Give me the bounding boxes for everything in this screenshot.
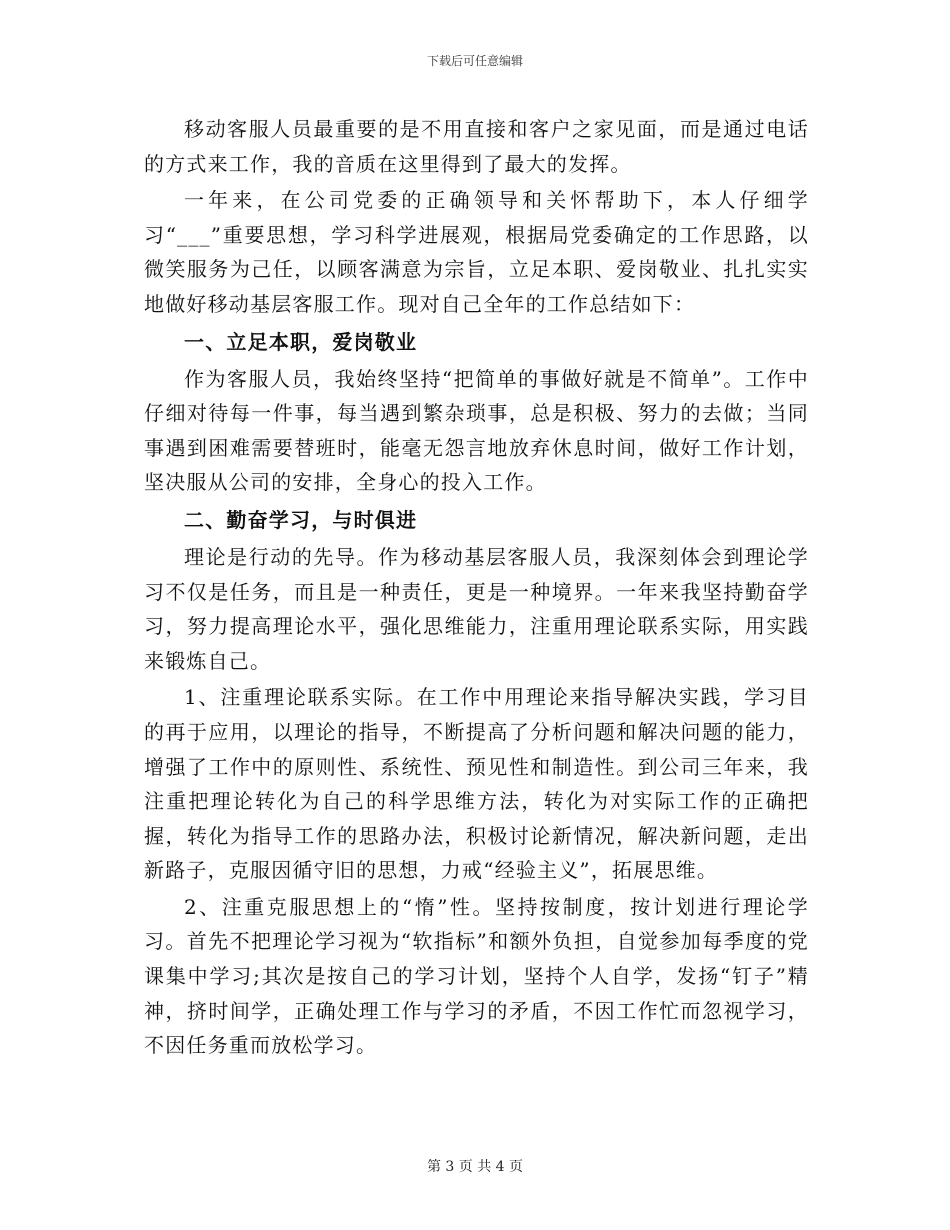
document-body	[144, 112, 809, 1063]
page-footer: 第 3 页 共 4 页	[426, 1159, 524, 1175]
page-header: 下载后可任意编辑	[426, 54, 523, 68]
paragraph-intro: 移动客服人员最重要的是不用直接和客户之家见面，而是通过电话的方式来工作，我的音质在这里得到了最大的发挥。	[144, 117, 809, 176]
section-heading-2: 二、勤奋学习，与时俱进	[184, 507, 418, 532]
section-heading-1: 一、立足本职，爱岗敬业	[184, 329, 418, 354]
paragraph-section-1: 作为客服人员，我始终坚持“把简单的事做好就是不简单”。工作中仔细对待每一件事，每当遇到繁杂琐事，总是积极、努力的去做；当同事遇到困难需要替班时，能毫无怨言地放弃休息时间，做好工作计划，坚决服从公司的安排，全身心的投入工作。	[144, 366, 809, 495]
paragraph-section-2: 理论是行动的先导。作为移动基层客服人员，我深刻体会到理论学习不仅是任务，而且是一种责任，更是一种境界。一年来我坚持勤奋学习，努力提高理论水平，强化思维能力，注重用理论联系实际，用实践来锻炼自己。	[144, 544, 809, 673]
paragraph-item-1: 1、注重理论联系实际。在工作中用理论来指导解决实践，学习目的再于应用，以理论的指导，不断提高了分析问题和解决问题的能力，增强了工作中的原则性、系统性、预见性和制造性。到公司三年来，我注重把理论转化为自己的科学思维方法，转化为对实际工作的正确把握，转化为指导工作的思路办法，积极讨论新情况，解决新问题，走出新路子，克服因循守旧的思想，力戒“经验主义”，拓展思维。	[144, 685, 809, 883]
paragraph-summary: 一年来，在公司党委的正确领导和关怀帮助下，本人仔细学习“___”重要思想，学习科学进展观，根据局党委确定的工作思路，以微笑服务为己任，以顾客满意为宗旨，立足本职、爱岗敬业、扎扎实实地做好移动基层客服工作。现对自己全年的工作总结如下：	[144, 188, 809, 316]
paragraph-item-2: 2、注重克服思想上的“惰”性。坚持按制度，按计划进行理论学习。首先不把理论学习视为“软指标”和额外负担，自觉参加每季度的党课集中学习;其次是按自己的学习计划，坚持个人自学，发扬“钉子”精神，挤时间学，正确处理工作与学习的矛盾，不因工作忙而忽视学习，不因任务重而放松学习。	[144, 894, 809, 1058]
